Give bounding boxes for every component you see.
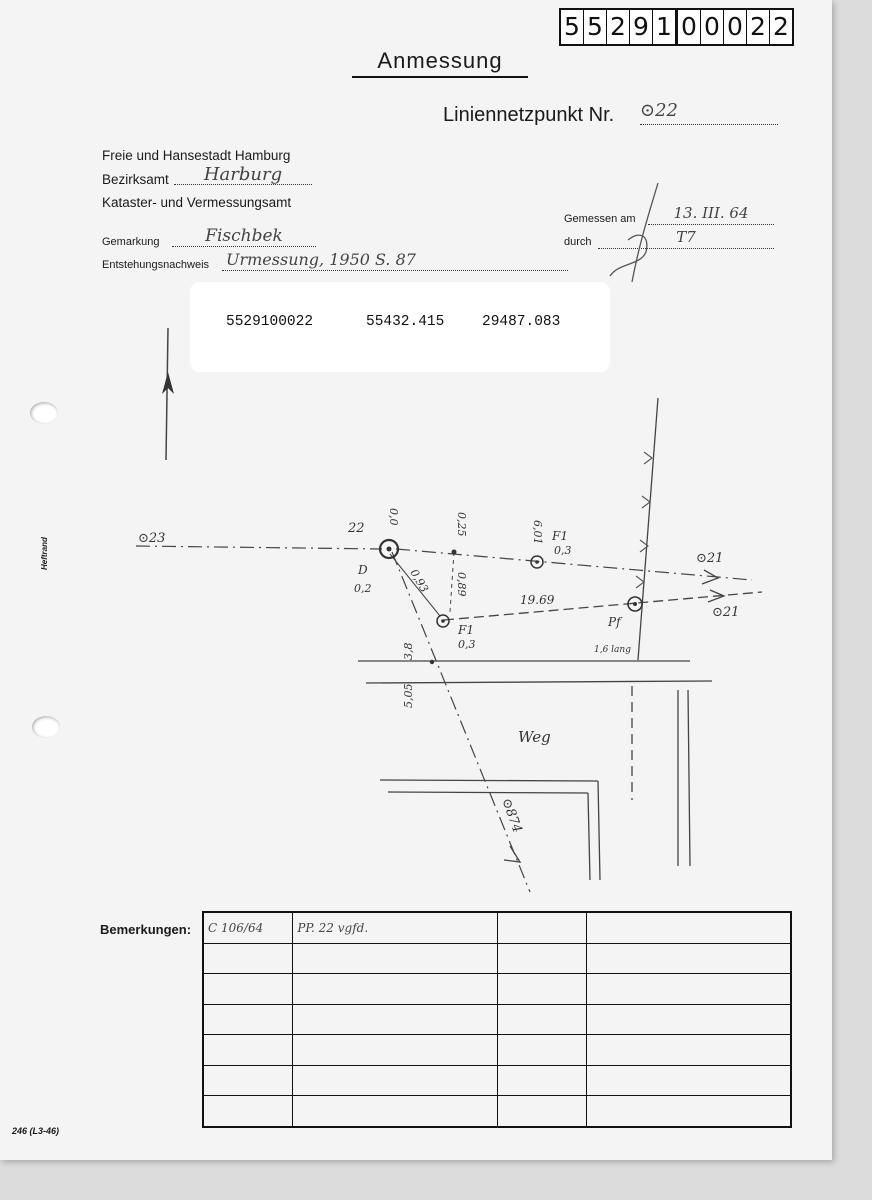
- bezirksamt-label: Bezirksamt: [102, 172, 169, 187]
- table-cell: [587, 1065, 791, 1096]
- table-row: [203, 1004, 791, 1035]
- label-point-874: ⊙874: [498, 796, 525, 835]
- table-cell: [497, 943, 587, 974]
- remarks-table: [202, 911, 792, 1128]
- document-number-digit: 0: [678, 10, 701, 44]
- form-code: 246 (L3-46): [12, 1126, 60, 1136]
- table-cell: [293, 1065, 497, 1096]
- table-row: [203, 974, 791, 1005]
- label-point-23: ⊙23: [138, 531, 166, 546]
- table-cell: [587, 974, 791, 1005]
- label-point-21-upper: ⊙21: [696, 551, 724, 566]
- table-cell: [203, 1035, 293, 1066]
- table-cell: [203, 1004, 293, 1035]
- survey-line-874: [392, 552, 530, 892]
- gemarkung-value: Fischbek: [172, 226, 316, 247]
- table-row: [203, 1065, 791, 1096]
- label-0-25: 0,25: [455, 512, 468, 537]
- document-number-digit: 9: [630, 10, 653, 44]
- label-f1-lower-value: 0,3: [458, 638, 476, 651]
- survey-line-west: [136, 546, 382, 549]
- table-row: [203, 1035, 791, 1066]
- entstehungsnachweis-label: Entstehungsnachweis: [102, 259, 210, 271]
- gemessen-label: Gemessen am: [564, 213, 636, 225]
- table-cell: [587, 1096, 791, 1127]
- table-cell: C 106/64: [203, 912, 293, 943]
- liniennetzpunkt-value: ⊙22: [640, 100, 778, 125]
- boundary-chevrons: [636, 452, 652, 588]
- table-cell: [497, 974, 587, 1005]
- label-pf-value: 1,6 lang: [594, 645, 631, 655]
- authority-name: Freie und Hansestadt Hamburg: [102, 148, 291, 163]
- punch-hole-lower: [32, 716, 60, 738]
- document-number-digit: 5: [584, 10, 607, 44]
- label-0-89: 0,89: [455, 572, 468, 597]
- table-row: [203, 912, 791, 943]
- label-3-8: 3,8: [402, 642, 415, 660]
- table-cell: [497, 1004, 587, 1035]
- table-cell: [587, 943, 791, 974]
- perpendicular-line: [450, 552, 454, 612]
- table-cell: [293, 1096, 497, 1127]
- heftrand-label: Heftrand: [40, 537, 49, 570]
- document-number-digit: 2: [607, 10, 630, 44]
- office-name: Kataster- und Vermessungsamt: [102, 195, 292, 210]
- table-cell: [497, 1035, 587, 1066]
- document-number-digit: 0: [701, 10, 724, 44]
- gemarkung-label: Gemarkung: [102, 236, 160, 248]
- label-d-value: 0,2: [354, 582, 372, 595]
- table-cell: [203, 974, 293, 1005]
- table-row: [203, 943, 791, 974]
- label-0-0: 0,0: [387, 508, 400, 526]
- punch-hole-upper: [30, 402, 58, 424]
- durch-label: durch: [564, 236, 592, 248]
- table-cell: [203, 1096, 293, 1127]
- table-cell: [587, 912, 791, 943]
- table-cell: [587, 1004, 791, 1035]
- table-cell: [497, 1065, 587, 1096]
- point-22-icon: [380, 540, 398, 558]
- arrow-874-icon: [504, 846, 520, 862]
- table-cell: [203, 1065, 293, 1096]
- gemessen-value: 13. III. 64: [648, 204, 774, 225]
- table-cell: [587, 1035, 791, 1066]
- document-number-digit: 1: [653, 10, 678, 44]
- road-intersection-icon: [430, 660, 434, 664]
- label-f1-upper-value: 0,3: [554, 544, 572, 557]
- table-cell: [293, 943, 497, 974]
- label-f1-lower: F1: [458, 623, 474, 637]
- label-6-01: 6,01: [531, 520, 544, 545]
- label-0-93: 0,93: [407, 567, 431, 595]
- boundary-line: [638, 398, 658, 660]
- table-cell: [293, 1004, 497, 1035]
- label-5-05: 5,05: [402, 683, 415, 708]
- durch-value: T7: [598, 228, 774, 249]
- table-cell: [293, 974, 497, 1005]
- label-point-22: 22: [348, 521, 365, 536]
- point-id: 5529100022: [226, 314, 314, 330]
- coordinate-x: 55432.415: [366, 314, 445, 330]
- document-number-digit: 2: [747, 10, 770, 44]
- point-f1-b-icon: [531, 556, 543, 568]
- label-19-69: 19.69: [520, 593, 555, 607]
- coordinate-y: 29487.083: [482, 314, 561, 330]
- label-weg: Weg: [518, 728, 551, 746]
- arrow-21-upper-icon: [702, 570, 718, 584]
- table-cell: [497, 1096, 587, 1127]
- entstehungsnachweis-value: Urmessung, 1950 S. 87: [222, 250, 568, 271]
- point-f1-a-icon: [437, 615, 449, 627]
- table-cell: [293, 1035, 497, 1066]
- foot-point-icon: [452, 550, 457, 555]
- document-number-digit: 0: [724, 10, 747, 44]
- page-title: Anmessung: [352, 48, 528, 78]
- bezirksamt-value: Harburg: [174, 164, 312, 185]
- table-cell: [203, 943, 293, 974]
- label-f1-upper: F1: [552, 529, 568, 543]
- north-arrow-icon: [162, 328, 174, 460]
- label-d: D: [358, 563, 368, 577]
- label-pf: Pf: [608, 615, 621, 629]
- remarks-label: Bemerkungen:: [100, 922, 192, 937]
- label-point-21-lower: ⊙21: [712, 605, 740, 620]
- document-number-digit: 2: [773, 12, 789, 41]
- liniennetzpunkt-label: Liniennetzpunkt Nr.: [443, 104, 615, 126]
- signature-scribble: [610, 183, 658, 282]
- table-cell: [497, 912, 587, 943]
- document-number-digit: 5: [561, 10, 584, 44]
- table-cell: PP. 22 vgfd.: [293, 912, 497, 943]
- table-row: [203, 1096, 791, 1127]
